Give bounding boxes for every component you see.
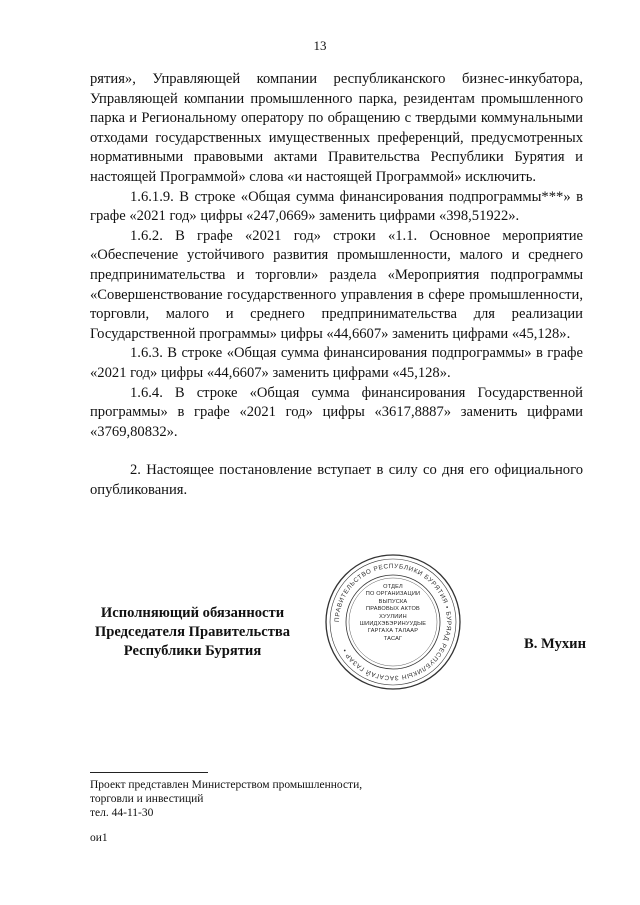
signatory-position-line: Республики Бурятия bbox=[123, 643, 262, 659]
paragraph-1-6-3: 1.6.3. В строке «Общая сумма финансирования подпрограммы» в графе «2021 год» цифры «44,6607» заменить цифрами «45,128». bbox=[90, 345, 583, 381]
official-seal bbox=[323, 552, 463, 692]
signatory-name: В. Мухин bbox=[523, 636, 586, 652]
footnote bbox=[90, 778, 450, 820]
footnote-line: торговли и инвестиций bbox=[90, 793, 204, 805]
seal-line: ВЫПУСКА bbox=[378, 598, 408, 605]
footnote-line: тел. 44-11-30 bbox=[90, 807, 154, 819]
seal-line: ОТДЕЛ bbox=[383, 584, 403, 590]
document-code: ои1 bbox=[90, 832, 108, 844]
paragraph-1-6-1-9: 1.6.1.9. В строке «Общая сумма финансирования подпрограммы***» в графе «2021 год» цифры «247,0669» заменить цифрами «398,51922». bbox=[90, 188, 583, 225]
page-number: 13 bbox=[313, 38, 327, 53]
paragraph-1-6-2: 1.6.2. В графе «2021 год» строки «1.1. Основное мероприятие «Обеспечение устойчивого развития промышленности, малого и среднего предпринимательства и торговли» раздела «Мероприятия подпрограммы «Совершенствование государственного управления в сфере промышленности, торговли, малого и среднего предпринимательства для реализации Государственной программы» цифры «44,6607» заменить цифрами «45,128». bbox=[90, 227, 583, 342]
seal-line: ТАСАГ bbox=[383, 635, 403, 642]
footnote-line: Проект представлен Министерством промышленности, bbox=[90, 779, 363, 791]
seal-outer-text: ПРАВИТЕЛЬСТВО РЕСПУБЛИКИ БУРЯТИЯ • БУРЯАД РЕСПУБЛИКЫН ЗАСАГАЙ ГАЗАР • bbox=[333, 562, 453, 682]
signatory-position-line: Председателя Правительства bbox=[94, 624, 291, 640]
seal-line: ШИИДХЭБЭРИНУУДЫЕ bbox=[359, 621, 427, 628]
footnote-divider bbox=[90, 772, 208, 773]
paragraph-continuation: рятия», Управляющей компании республиканского бизнес-инкубатора, Управляющей компании промышленного парка, резидентам промышленного парка и Региональному оператору по обращению с твердыми коммунальными отходами государственных имущественных преференций, предусмотренных нормативными правовыми актами Правительства Республики Бурятия и настоящей Программой» слова «и настоящей Программой» исключить. bbox=[90, 71, 583, 185]
document-body bbox=[90, 70, 583, 500]
paragraph-1-6-4: 1.6.4. В строке «Общая сумма финансирования Государственной программы» в графе «2021 год» цифры «3617,8887» заменить цифрами «3769,80832». bbox=[90, 384, 583, 440]
seal-line: ПО ОРГАНИЗАЦИИ bbox=[365, 591, 421, 598]
seal-line: ГАРГАХА ТАЛААР bbox=[367, 628, 419, 635]
seal-center-text bbox=[348, 584, 438, 643]
seal-line: ПРАВОВЫХ АКТОВ bbox=[365, 606, 420, 613]
paragraph-entry-into-force: 2. Настоящее постановление вступает в силу со дня его официального опубликования. bbox=[90, 462, 583, 498]
signatory-position-line: Исполняющий обязанности bbox=[100, 605, 285, 621]
signatory-position bbox=[90, 604, 295, 661]
seal-line: ХУУЛИИН bbox=[379, 613, 407, 620]
